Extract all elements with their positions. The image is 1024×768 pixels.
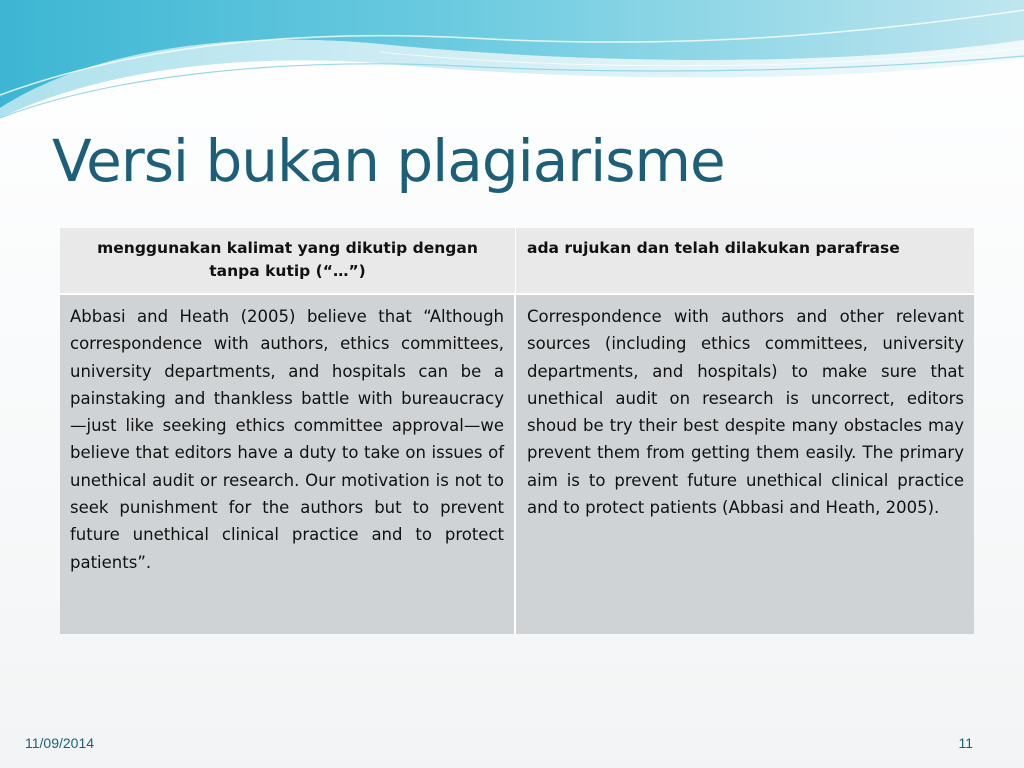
- page-number: 11: [958, 735, 973, 751]
- table-cell: Correspondence with authors and other relevant sources (including ethics committees, university departments, and hospitals) to make sure that unethical audit on research is uncorrect, editors shoud be try their best despite many obstacles may prevent them from getting them easily. The primary aim is to prevent future unethical clinical practice and to protect patients (Abbasi and Heath, 2005).: [516, 293, 974, 634]
- table-header-cell: ada rujukan dan telah dilakukan parafrase: [516, 228, 974, 293]
- table-cell: Abbasi and Heath (2005) believe that “Although correspondence with authors, ethics committees, university departments, and hospitals can be a painstaking and thankless battle with bureaucracy—just like seeking ethics committee approval—we believe that editors have a duty to take on issues of unethical audit or research. Our motivation is not to seek punishment for the authors but to prevent future unethical clinical practice and to protect patients”.: [60, 293, 516, 634]
- table-header-cell: menggunakan kalimat yang dikutip dengan tanpa kutip (“…”): [60, 228, 516, 293]
- slide-title: Versi bukan plagiarisme: [52, 127, 725, 195]
- comparison-table: [60, 228, 974, 634]
- header-wave-decoration: [0, 0, 1024, 130]
- footer-date: 11/09/2014: [25, 735, 95, 751]
